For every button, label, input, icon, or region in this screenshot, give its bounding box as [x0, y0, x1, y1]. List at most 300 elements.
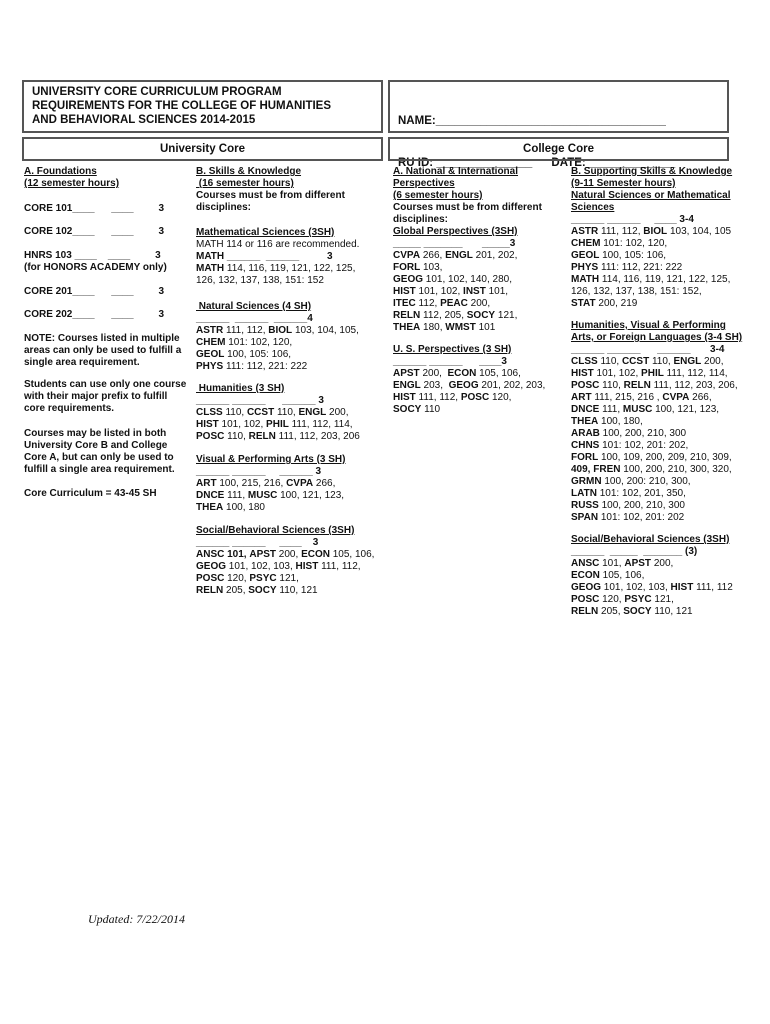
- section-heading: (16 semester hours): [196, 178, 294, 189]
- course-numbers: 105, 106,: [329, 549, 375, 560]
- course-list-line: [393, 380, 545, 392]
- course-prefix: ECON: [301, 549, 330, 560]
- course-list-line: [571, 476, 742, 488]
- course-prefix: ART: [196, 478, 217, 489]
- course-list-line: [196, 431, 360, 443]
- course-prefix: CLSS: [196, 407, 223, 418]
- course-entry-blank[interactable]: ______ ______ ______ 3: [196, 395, 324, 406]
- course-numbers: 110,: [222, 407, 247, 418]
- program-title-line: AND BEHAVIORAL SCIENCES 2014-2015: [32, 114, 256, 126]
- course-prefix: STAT: [571, 298, 596, 309]
- course-numbers: 110,: [599, 380, 624, 391]
- section-text: Courses must be from different: [196, 190, 345, 201]
- section-block: [24, 166, 119, 190]
- course-numbers: 111: 112, 221: 222: [598, 262, 683, 273]
- course-prefix: GEOG: [393, 274, 424, 285]
- section-block: [196, 383, 360, 443]
- course-prefix: HIST: [670, 582, 694, 593]
- course-prefix: FREN: [593, 464, 621, 475]
- section-text: 126, 132, 137, 138, 151: 152,: [571, 286, 702, 297]
- section-heading: B. Skills & Knowledge: [196, 166, 302, 177]
- section-text: Courses must be from different: [393, 202, 542, 213]
- section-heading: Social/Behavioral Sciences (3SH): [196, 525, 355, 536]
- section-heading: A. National & International: [393, 166, 519, 177]
- course-list-line: [196, 585, 374, 597]
- course-entry-blank[interactable]: ______ ______ ____ 3: [196, 537, 319, 548]
- course-numbers: 120,: [224, 573, 250, 584]
- course-numbers: 103, 104, 105: [667, 226, 732, 237]
- university-core-header: University Core: [22, 137, 383, 161]
- section-text: core requirements.: [24, 403, 115, 414]
- course-numbers: 201, 202,: [472, 250, 518, 261]
- section-block: [24, 286, 164, 298]
- course-prefix: RELN: [196, 585, 224, 596]
- college-core-header: College Core: [388, 137, 729, 161]
- course-list-line: [571, 594, 733, 606]
- course-prefix: RELN: [571, 606, 599, 617]
- course-prefix: ITEC: [393, 298, 416, 309]
- course-prefix: POSC: [196, 431, 225, 442]
- course-prefix: SOCY: [248, 585, 277, 596]
- section-heading: B. Supporting Skills & Knowledge: [571, 166, 733, 177]
- course-list-line: [571, 500, 742, 512]
- course-list-line: [196, 561, 374, 573]
- course-numbers: 200,: [276, 549, 302, 560]
- course-numbers: 101, 102,: [218, 419, 267, 430]
- course-numbers: 101: [475, 322, 496, 333]
- course-numbers: 111, 112, 203, 206,: [650, 380, 738, 391]
- course-numbers: 110, 121: [276, 585, 318, 596]
- course-entry-blank[interactable]: ______ ______ ____ 3-4: [571, 214, 694, 225]
- section-block: [24, 428, 175, 476]
- course-numbers: 111, 112,: [415, 392, 461, 403]
- course-numbers: 121,: [651, 594, 674, 605]
- course-numbers: 111, 112,: [318, 561, 361, 572]
- section-block: [24, 226, 164, 238]
- section-text: single area requirement.: [24, 357, 140, 368]
- course-list-line: [393, 262, 542, 274]
- course-numbers: 114, 116, 119, 121, 122, 125,: [224, 263, 356, 274]
- course-numbers: 111,: [599, 404, 623, 415]
- section-heading: Humanities (3 SH): [196, 383, 285, 394]
- course-prefix: CVPA: [393, 250, 421, 261]
- course-prefix: GRMN: [571, 476, 602, 487]
- course-numbers: 205,: [223, 585, 249, 596]
- section-block: [196, 166, 345, 214]
- section-heading: (6 semester hours): [393, 190, 483, 201]
- course-prefix: HIST: [196, 419, 219, 430]
- course-numbers: 100, 121, 123,: [652, 404, 720, 415]
- course-prefix: PHIL: [641, 368, 664, 379]
- course-prefix: CVPA: [286, 478, 314, 489]
- course-numbers: 111, 112, 114,: [663, 368, 728, 379]
- course-numbers: 100, 200, 210, 300: [598, 500, 685, 511]
- course-numbers: 121,: [276, 573, 299, 584]
- course-entry-blank[interactable]: ______ ______ ____3: [393, 356, 507, 367]
- course-list-line: [571, 512, 742, 524]
- course-list-line: [196, 325, 359, 337]
- course-prefix: 409,: [571, 464, 594, 475]
- course-entry-blank[interactable]: CORE 201____ ____ 3: [24, 286, 165, 297]
- course-numbers: 111, 112: [693, 582, 733, 593]
- section-block: [24, 250, 167, 274]
- course-entry-blank[interactable]: _____ _______ _____3: [393, 238, 516, 249]
- section-block: [196, 301, 359, 373]
- section-text: Courses may be listed in both: [24, 428, 167, 439]
- course-numbers: 200, 219: [595, 298, 638, 309]
- course-prefix: CLSS: [571, 356, 598, 367]
- course-numbers: 105, 106,: [599, 570, 645, 581]
- section-block: [393, 344, 545, 416]
- section-block: [571, 534, 733, 618]
- course-numbers: 105, 106,: [476, 368, 521, 379]
- course-list-line: [571, 392, 742, 404]
- name-field[interactable]: NAME:____________________________________: [398, 115, 666, 127]
- course-numbers: 200,: [467, 298, 491, 309]
- course-prefix: DNCE: [571, 404, 600, 415]
- course-prefix: ENGL: [673, 356, 702, 367]
- course-list-line: [571, 226, 732, 238]
- course-prefix: APST: [393, 368, 420, 379]
- section-block: [196, 525, 374, 597]
- section-text: University Core B and College: [24, 440, 168, 451]
- section-heading: (9-11 Semester hours): [571, 178, 676, 189]
- section-text: Core Curriculum = 43-45 SH: [24, 488, 157, 499]
- section-block: [24, 309, 164, 321]
- course-list-line: [571, 558, 733, 570]
- course-list-line: [571, 250, 732, 262]
- ruid-date-field[interactable]: RU ID: _______________ DATE:______________: [398, 157, 676, 169]
- course-numbers: 101, 102, 103,: [601, 582, 671, 593]
- section-text: with their major prefix to fulfill: [24, 391, 168, 402]
- course-numbers: 100, 180,: [598, 416, 643, 427]
- program-title-box: [22, 80, 383, 133]
- course-list-line: [393, 298, 542, 310]
- course-list-line: [196, 502, 345, 514]
- course-list-line: [196, 349, 359, 361]
- course-prefix: PHYS: [571, 262, 599, 273]
- course-list-line: [571, 582, 733, 594]
- course-numbers: 100, 121, 123,: [277, 490, 345, 501]
- course-prefix: POSC: [460, 392, 490, 403]
- course-list-line: [571, 356, 742, 368]
- section-text: disciplines:: [393, 214, 449, 225]
- course-list-line: [571, 274, 732, 286]
- course-numbers: 101: 102, 120,: [225, 337, 293, 348]
- course-prefix: BIOL: [643, 226, 668, 237]
- course-prefix: CCST: [621, 356, 650, 367]
- course-numbers: 101: 102, 201, 350,: [596, 488, 686, 499]
- course-numbers: 200,: [419, 368, 448, 379]
- course-prefix: ENGL: [445, 250, 473, 261]
- course-numbers: 101,: [485, 286, 509, 297]
- course-list-line: [571, 440, 742, 452]
- course-numbers: 100, 200, 210, 300, 320,: [620, 464, 732, 475]
- course-prefix: ARAB: [571, 428, 600, 439]
- course-prefix: SOCY: [466, 310, 496, 321]
- course-list-line: [571, 368, 742, 380]
- course-list-line: [571, 238, 732, 250]
- section-block: [571, 166, 732, 310]
- course-list-line: [571, 428, 742, 440]
- course-prefix: ECON: [571, 570, 600, 581]
- section-heading: Global Perspectives (3SH): [393, 226, 518, 237]
- course-prefix: HIST: [295, 561, 319, 572]
- course-list-line: [196, 361, 359, 373]
- course-numbers: 203,: [420, 380, 449, 391]
- course-numbers: 110,: [224, 431, 249, 442]
- course-list-line: [393, 392, 545, 404]
- course-list-line: [196, 263, 359, 275]
- course-prefix: RELN: [623, 380, 651, 391]
- course-prefix: ENGL: [393, 380, 421, 391]
- course-numbers: 110,: [649, 356, 674, 367]
- course-numbers: 110,: [597, 356, 622, 367]
- course-numbers: 114, 116, 119, 121, 122, 125,: [599, 274, 731, 285]
- course-entry-blank[interactable]: ______ ______ ______ 3: [196, 466, 322, 477]
- course-prefix: ASTR: [571, 226, 599, 237]
- course-list-line: [571, 452, 742, 464]
- course-prefix: THEA: [571, 416, 599, 427]
- course-numbers: 201, 202, 203,: [478, 380, 546, 391]
- course-prefix: PSYC: [249, 573, 277, 584]
- course-numbers: 111,: [224, 490, 248, 501]
- section-block: [196, 454, 345, 514]
- course-list-line: [571, 488, 742, 500]
- course-numbers: 200,: [701, 356, 724, 367]
- section-text: (for HONORS ACADEMY only): [24, 262, 167, 273]
- course-list-line: [393, 322, 542, 334]
- course-list-line: [571, 262, 732, 274]
- course-prefix: HIST: [571, 368, 594, 379]
- course-prefix: LATN: [571, 488, 597, 499]
- course-prefix: PEAC: [440, 298, 468, 309]
- section-heading: Social/Behavioral Sciences (3SH): [571, 534, 730, 545]
- course-prefix: HIST: [393, 286, 416, 297]
- course-numbers: 101, 102, 103,: [226, 561, 296, 572]
- course-prefix: WMST: [445, 322, 476, 333]
- course-numbers: 111, 112, 114,: [288, 419, 353, 430]
- course-entry-blank[interactable]: ______ ______ ______ 3-4: [571, 344, 725, 355]
- course-prefix: MUSC: [622, 404, 653, 415]
- course-prefix: GEOG: [571, 582, 602, 593]
- section-text: Students can use only one course: [24, 379, 187, 390]
- course-numbers: 111, 112,: [598, 226, 644, 237]
- section-text: disciplines:: [196, 202, 252, 213]
- course-numbers: 111, 112, 203, 206: [275, 431, 360, 442]
- course-numbers: 101, 102,: [415, 286, 464, 297]
- course-prefix: APST: [249, 549, 277, 560]
- course-numbers: 111: 112, 221: 222: [223, 361, 308, 372]
- section-text: MATH 114 or 116 are recommended.: [196, 239, 360, 250]
- course-prefix: PHYS: [196, 361, 224, 372]
- section-heading: (12 semester hours): [24, 178, 120, 189]
- course-numbers: 100, 215, 216,: [216, 478, 287, 489]
- section-block: [24, 488, 157, 500]
- course-prefix: DNCE: [196, 490, 225, 501]
- course-prefix: THEA: [196, 502, 224, 513]
- program-title-line: UNIVERSITY CORE CURRICULUM PROGRAM: [32, 86, 282, 98]
- course-prefix: APST: [624, 558, 652, 569]
- section-text: NOTE: Courses listed in multiple: [24, 333, 180, 344]
- course-numbers: 100, 200: 210, 300,: [601, 476, 691, 487]
- section-block: [24, 333, 181, 369]
- course-numbers: 205,: [598, 606, 624, 617]
- course-prefix: RELN: [248, 431, 276, 442]
- course-numbers: 180,: [420, 322, 446, 333]
- course-list-line: [196, 573, 374, 585]
- course-list-line: [393, 404, 545, 416]
- course-prefix: ASTR: [196, 325, 224, 336]
- course-numbers: 121,: [495, 310, 518, 321]
- course-prefix: CHEM: [196, 337, 226, 348]
- course-prefix: RELN: [393, 310, 421, 321]
- course-prefix: POSC: [571, 380, 600, 391]
- course-entry-blank[interactable]: CORE 202____ ____ 3: [24, 309, 165, 320]
- section-text: Core A, but can only be used to: [24, 452, 174, 463]
- course-prefix: SOCY: [623, 606, 652, 617]
- course-list-line: [196, 419, 360, 431]
- course-numbers: 100, 180: [223, 502, 265, 513]
- course-numbers: 111, 112,: [223, 325, 269, 336]
- course-list-line: [393, 286, 542, 298]
- course-numbers: 200,: [326, 407, 349, 418]
- course-prefix: PSYC: [624, 594, 652, 605]
- course-numbers: 110,: [274, 407, 299, 418]
- course-numbers: 266,: [313, 478, 336, 489]
- course-prefix: FORL: [393, 262, 421, 273]
- course-prefix: MUSC: [247, 490, 278, 501]
- section-heading: Perspectives: [393, 178, 455, 189]
- course-entry-blank[interactable]: CORE 101____ ____ 3: [24, 203, 165, 214]
- course-prefix: CVPA: [662, 392, 690, 403]
- course-numbers: 110: [421, 404, 441, 415]
- section-heading: Sciences: [571, 202, 615, 213]
- course-list-line: [571, 464, 742, 476]
- course-numbers: 120,: [489, 392, 512, 403]
- course-prefix: ANSC 101,: [196, 549, 247, 560]
- course-numbers: 100, 109, 200, 209, 210, 309,: [598, 452, 732, 463]
- course-prefix: CCST: [246, 407, 275, 418]
- section-block: [196, 227, 359, 287]
- course-prefix: INST: [463, 286, 486, 297]
- course-numbers: 100, 200, 210, 300: [599, 428, 687, 439]
- course-entry-blank[interactable]: MATH ______ ______ 3: [196, 251, 333, 262]
- course-prefix: POSC: [196, 573, 225, 584]
- course-list-line: [571, 570, 733, 582]
- course-numbers: 266,: [420, 250, 446, 261]
- course-entry-blank[interactable]: ______ _____ _______ (3): [571, 546, 698, 557]
- course-numbers: 120,: [599, 594, 625, 605]
- course-list-line: [393, 274, 542, 286]
- course-prefix: ENGL: [298, 407, 327, 418]
- course-numbers: 101: 102, 201: 202: [598, 512, 685, 523]
- course-prefix: CHEM: [571, 238, 601, 249]
- course-entry-blank[interactable]: HNRS 103 ____ ____ 3: [24, 250, 161, 261]
- course-numbers: 101, 102,: [593, 368, 642, 379]
- course-numbers: 103, 104, 105,: [292, 325, 359, 336]
- section-text: 126, 132, 137, 138, 151: 152: [196, 275, 324, 286]
- section-heading: Natural Sciences (4 SH): [196, 301, 312, 312]
- section-text: areas can only be used to fulfill a: [24, 345, 182, 356]
- course-entry-blank[interactable]: CORE 102____ ____ 3: [24, 226, 165, 237]
- section-heading: Humanities, Visual & Performing: [571, 320, 726, 331]
- program-title-line: REQUIREMENTS FOR THE COLLEGE OF HUMANITIES: [32, 100, 332, 112]
- course-numbers: 266,: [689, 392, 712, 403]
- course-prefix: SOCY: [393, 404, 422, 415]
- updated-date: Updated: 7/22/2014: [88, 912, 185, 926]
- course-prefix: CHNS: [571, 440, 600, 451]
- section-text: fulfill a single area requirement.: [24, 464, 175, 475]
- course-prefix: RUSS: [571, 500, 599, 511]
- section-block: [24, 379, 186, 415]
- course-prefix: HIST: [393, 392, 416, 403]
- section-heading: Arts, or Foreign Languages (3-4 SH): [571, 332, 743, 343]
- section-block: [571, 320, 742, 524]
- section-heading: Mathematical Sciences (3SH): [196, 227, 335, 238]
- course-list-line: [571, 606, 733, 618]
- course-list-line: [196, 490, 345, 502]
- course-prefix: THEA: [393, 322, 421, 333]
- course-numbers: 101: 102, 201: 202,: [599, 440, 689, 451]
- course-numbers: 110, 121: [651, 606, 693, 617]
- section-block: [24, 203, 164, 215]
- section-heading: U. S. Perspectives (3 SH): [393, 344, 512, 355]
- course-numbers: 112,: [415, 298, 441, 309]
- course-numbers: 101,: [599, 558, 625, 569]
- course-numbers: 112, 205,: [420, 310, 467, 321]
- section-heading: A. Foundations: [24, 166, 97, 177]
- course-numbers: 101, 102, 140, 280,: [423, 274, 512, 285]
- course-numbers: 200,: [651, 558, 674, 569]
- course-prefix: MATH: [196, 263, 225, 274]
- course-prefix: PHIL: [266, 419, 289, 430]
- course-numbers: 100, 105: 106,: [224, 349, 292, 360]
- course-prefix: MATH: [571, 274, 600, 285]
- course-list-line: [196, 549, 374, 561]
- course-numbers: 101: 102, 120,: [600, 238, 668, 249]
- course-prefix: ART: [571, 392, 592, 403]
- course-prefix: ECON: [447, 368, 477, 379]
- section-heading: Natural Sciences or Mathematical: [571, 190, 731, 201]
- course-list-line: [571, 416, 742, 428]
- course-prefix: GEOL: [196, 349, 225, 360]
- course-list-line: [393, 368, 545, 380]
- course-numbers: 111, 215, 216 ,: [591, 392, 663, 403]
- course-numbers: 100, 105: 106,: [599, 250, 667, 261]
- course-list-line: [571, 298, 732, 310]
- course-list-line: [571, 404, 742, 416]
- section-block: [393, 166, 542, 334]
- course-entry-blank[interactable]: ______ ______ ______4: [196, 313, 313, 324]
- course-prefix: GEOG: [196, 561, 227, 572]
- course-prefix: FORL: [571, 452, 599, 463]
- course-prefix: ANSC: [571, 558, 600, 569]
- course-list-line: [196, 478, 345, 490]
- course-prefix: BIOL: [268, 325, 293, 336]
- course-list-line: [393, 250, 542, 262]
- course-list-line: [571, 380, 742, 392]
- course-prefix: GEOL: [571, 250, 600, 261]
- course-prefix: SPAN: [571, 512, 599, 523]
- course-list-line: [196, 337, 359, 349]
- course-prefix: POSC: [571, 594, 600, 605]
- course-numbers: 103,: [420, 262, 443, 273]
- course-prefix: GEOG: [448, 380, 479, 391]
- course-list-line: [393, 310, 542, 322]
- section-heading: Visual & Performing Arts (3 SH): [196, 454, 346, 465]
- course-list-line: [196, 407, 360, 419]
